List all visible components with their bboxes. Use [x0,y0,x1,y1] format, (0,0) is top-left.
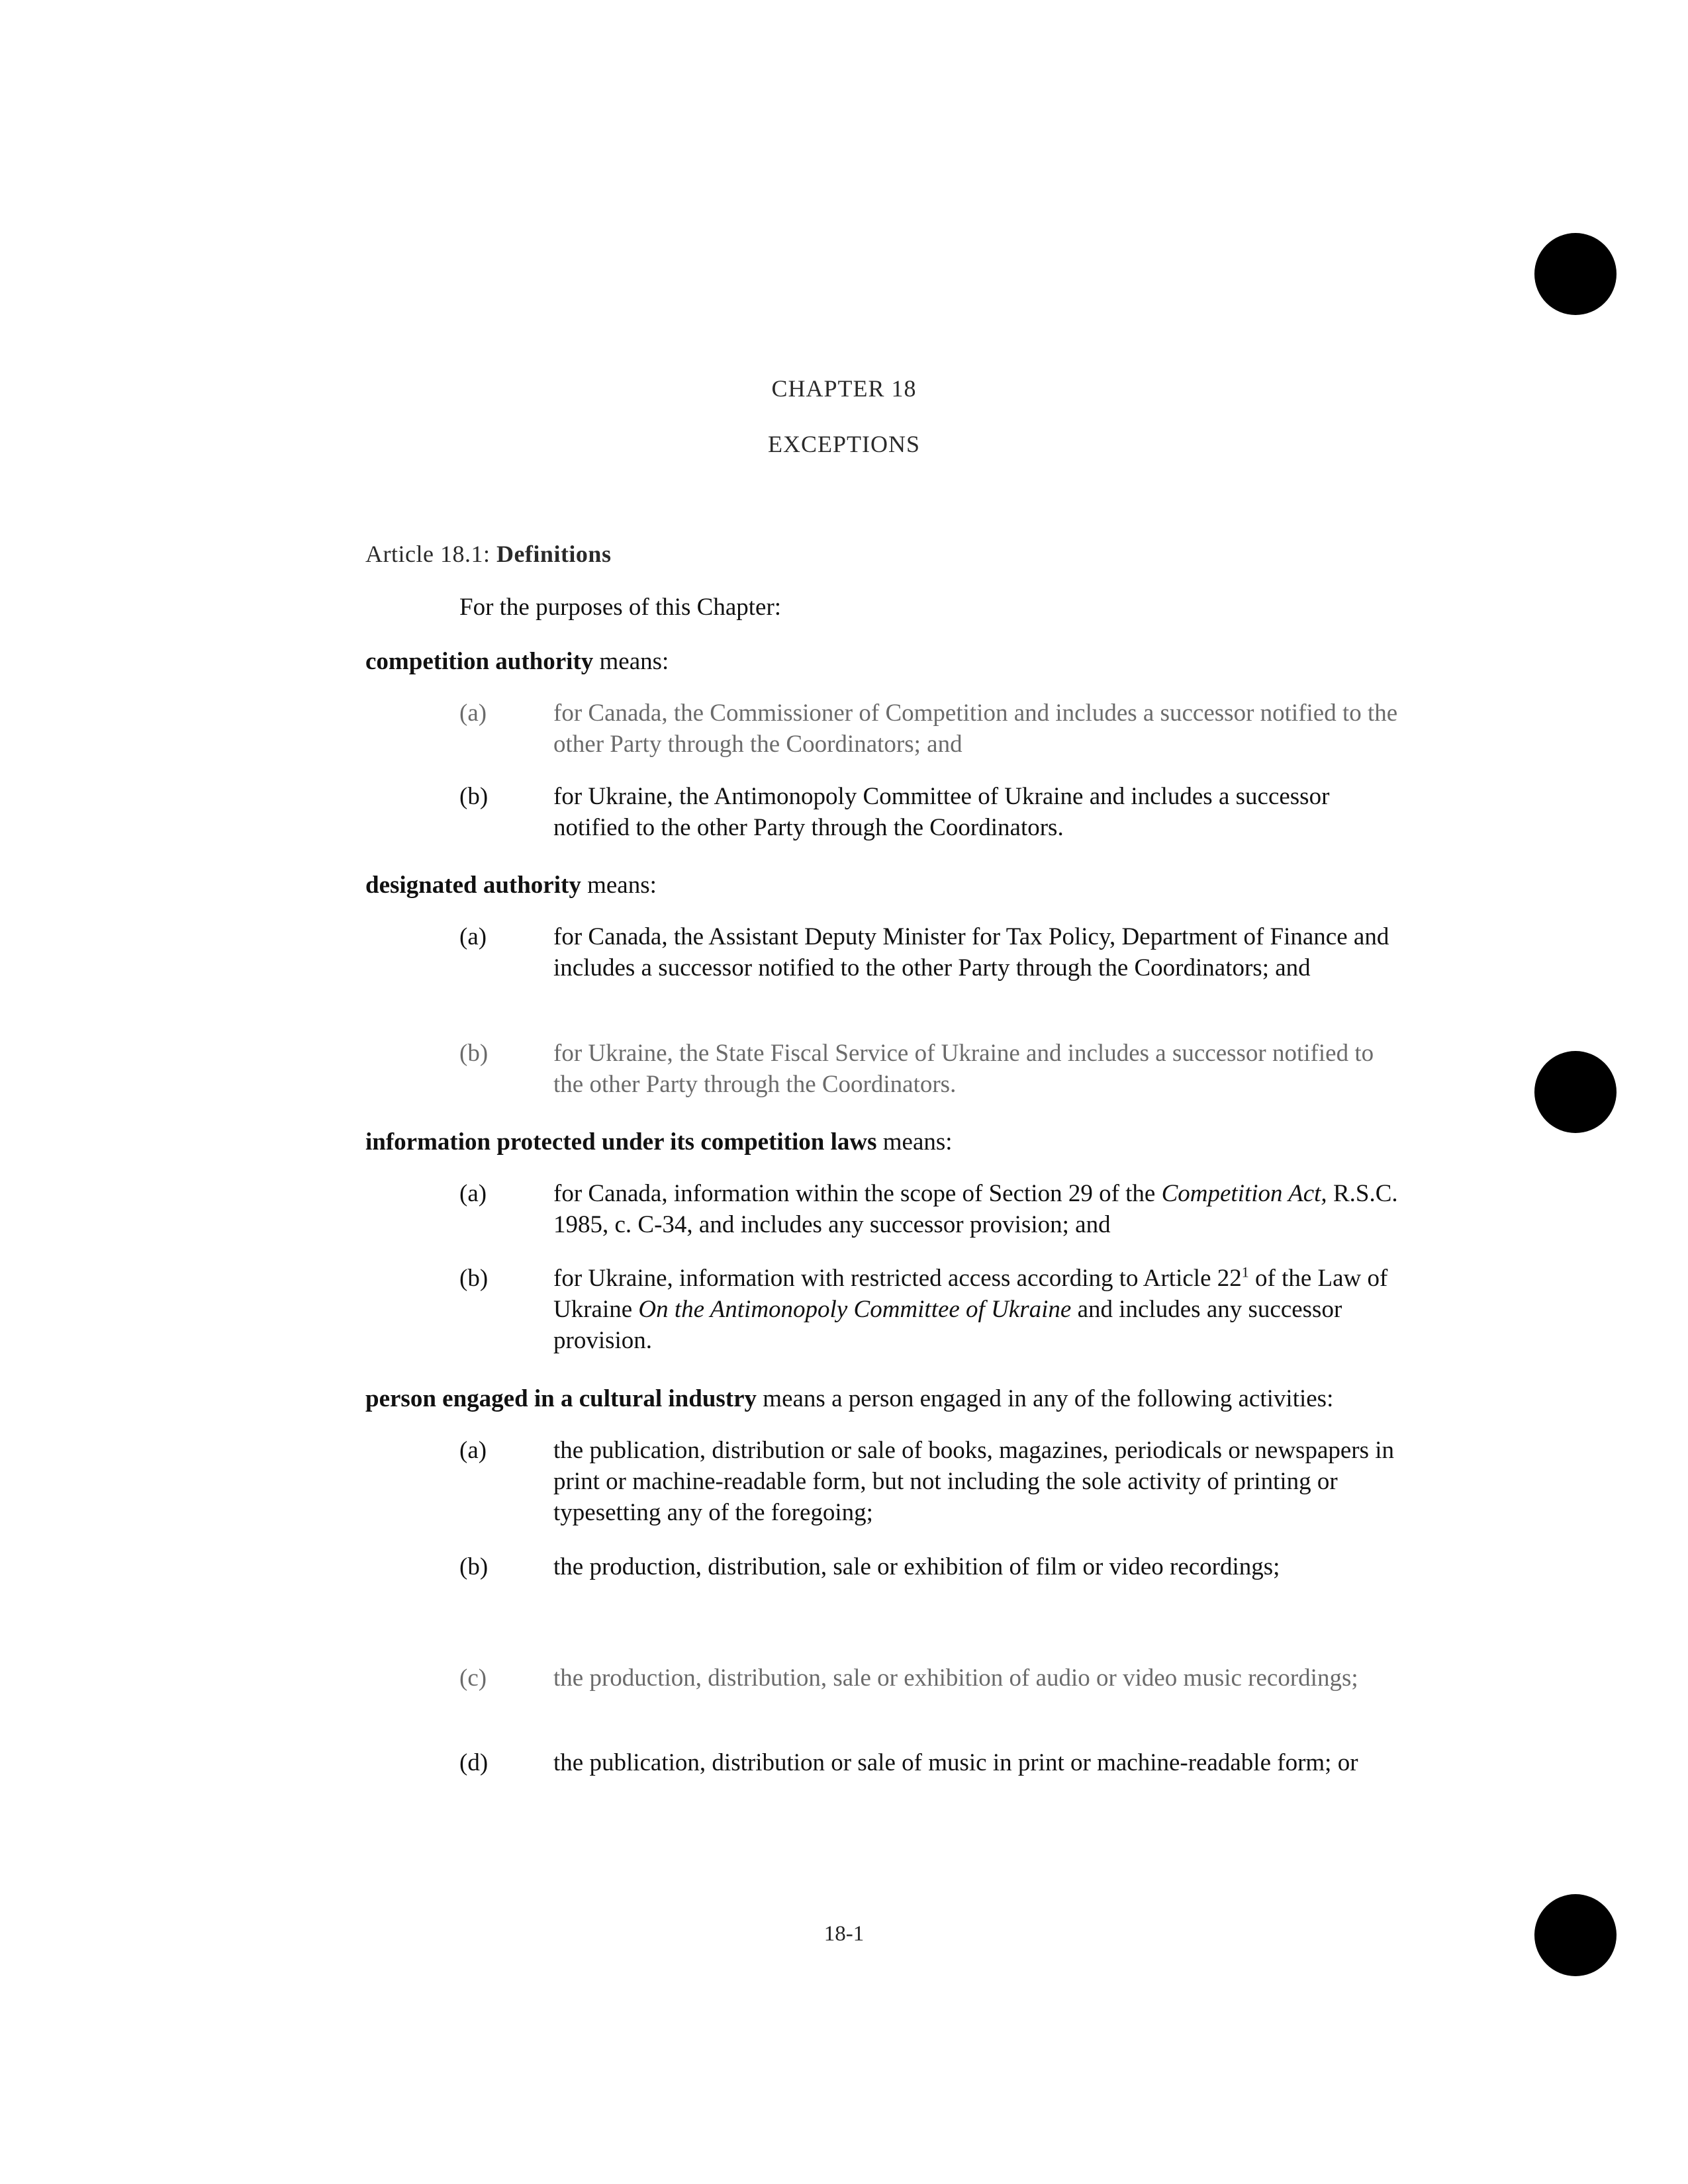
definition-suffix: means: [882,1128,953,1156]
punch-hole-middle [1534,1051,1617,1133]
item-text: the publication, distribution or sale of books, magazines, periodicals or newspapers in print or machine-readable form, but not including the sole activity of printing or typesetting any of the foregoing; [553,1437,1395,1526]
item-text: the publication, distribution or sale of music in print or machine-readable form; or [553,1749,1358,1776]
definition-term: designated authority [365,872,581,899]
item-marker: (a) [459,1180,487,1207]
intro-paragraph: For the purposes of this Chapter: [459,594,782,621]
item-text-before: for Ukraine, information with restricted access according to Article 22 [553,1265,1242,1292]
article-heading [365,540,611,568]
item-marker: (c) [459,1664,487,1692]
item-marker: (a) [459,1437,487,1464]
definition-suffix: means: [587,872,657,899]
definition-term: information protected under its competition laws [365,1128,877,1156]
item-marker: (b) [459,783,489,810]
item-marker: (b) [459,1553,489,1580]
item-marker: (a) [459,700,487,727]
item-text: the production, distribution, sale or exhibition of film or video recordings; [553,1553,1280,1580]
article-number: Article 18.1: [365,541,491,567]
item-text-middle: of the Law of Ukraine [553,1265,1388,1323]
page-number: 18-1 [823,1922,865,1946]
definition-suffix: means a person engaged in any of the following activities: [763,1385,1334,1412]
definition-term: competition authority [365,648,594,675]
statute-title: On the Antimonopoly Committee of Ukraine [638,1296,1072,1323]
item-text: for Canada, the Assistant Deputy Minister for Tax Policy, Department of Finance and includes a successor notified to the other Party through the Coordinators; and [553,923,1389,981]
item-text: the production, distribution, sale or exhibition of audio or video music recordings; [553,1664,1358,1692]
item-text: for Ukraine, the State Fiscal Service of Ukraine and includes a successor notified to the other Party through the Coordinators. [553,1040,1374,1098]
item-marker: (b) [459,1265,489,1292]
definition-suffix: means: [599,648,669,675]
definition-term: person engaged in a cultural industry [365,1385,757,1412]
item-text: for Ukraine, the Antimonopoly Committee of Ukraine and includes a successor notified to the other Party through the Coordinators. [553,783,1330,841]
item-text [553,1178,1407,1240]
item-marker: (a) [459,923,487,950]
definition-term-line [365,647,669,676]
item-text-after: and includes any successor provision. [553,1296,1342,1354]
definition-term-line [365,871,657,899]
item-marker: (b) [459,1040,489,1067]
statute-title: Competition Act, [1161,1180,1327,1207]
item-text [553,1263,1407,1356]
item-text-after: R.S.C. 1985, c. C-34, and includes any successor provision; and [553,1180,1398,1238]
item-text: for Canada, the Commissioner of Competition and includes a successor notified to the other Party through the Coordinators; and [553,700,1398,758]
punch-hole-top [1534,233,1617,315]
chapter-title: EXCEPTIONS [767,431,920,457]
definition-term-line [365,1385,1333,1413]
item-marker: (d) [459,1749,489,1776]
item-text-before: for Canada, information within the scope of Section 29 of the [553,1180,1156,1207]
footnote-superscript: 1 [1241,1263,1249,1281]
chapter-number: CHAPTER 18 [771,375,917,402]
article-title: Definitions [496,541,612,567]
definition-term-line [365,1128,953,1156]
